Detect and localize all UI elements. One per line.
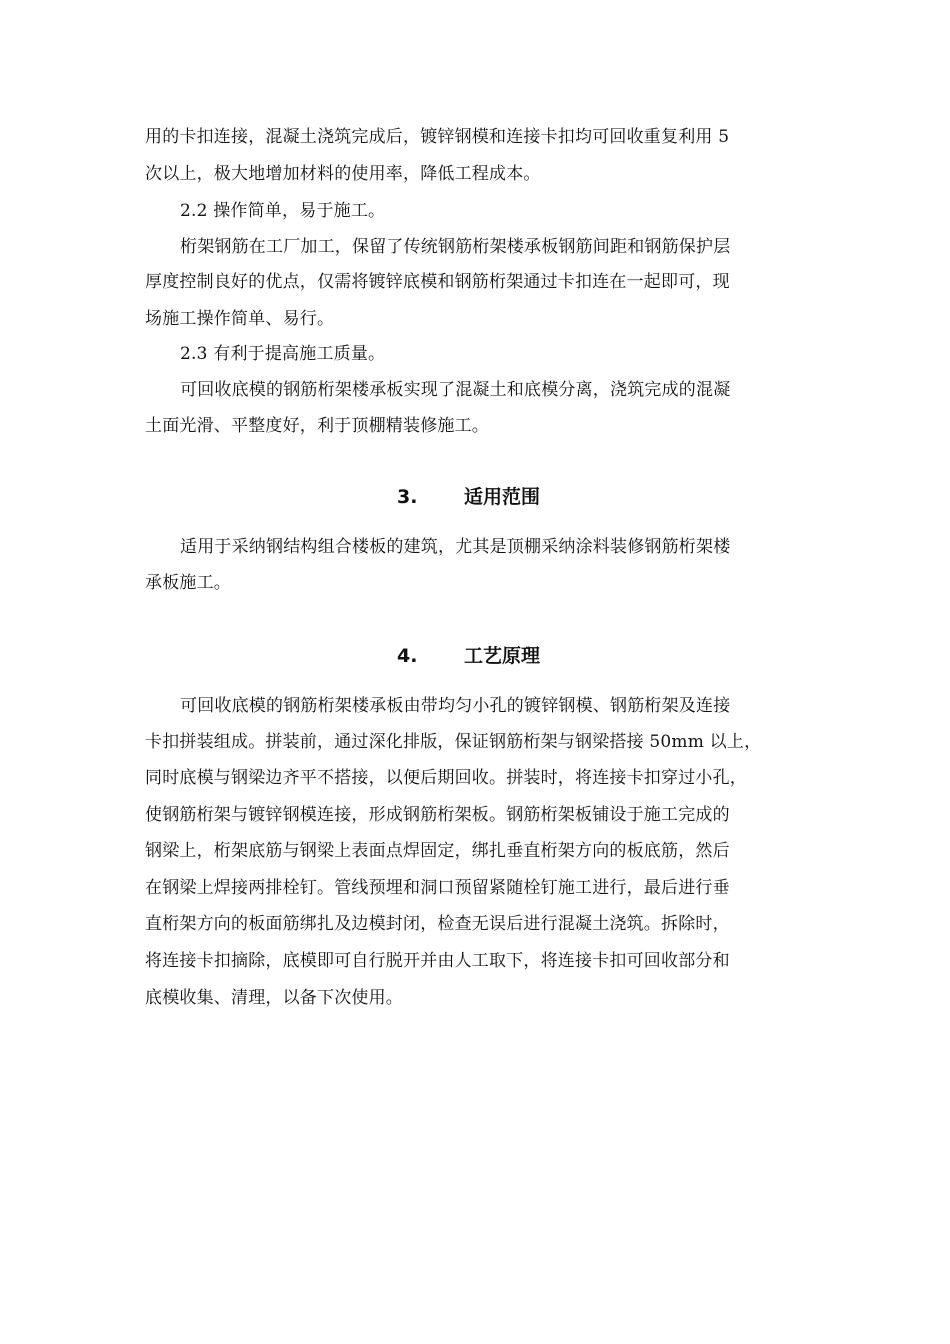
paragraph-line: 场施工操作简单、易行。 (145, 309, 335, 329)
paragraph-line: 同时底模与钢梁边齐平不搭接，以便后期回收。拼装时，将连接卡扣穿过小孔， (145, 768, 747, 788)
paragraph-line: 可回收底模的钢筋桁架楼承板由带均匀小孔的镀锌钢模、钢筋桁架及连接 (180, 696, 731, 716)
paragraph-line: 在钢梁上焊接两排栓钉。管线预埋和洞口预留紧随栓钉施工进行，最后进行垂 (145, 878, 730, 898)
section-title: 工艺原理 (464, 645, 541, 667)
paragraph-line: 可回收底模的钢筋桁架楼承板实现了混凝土和底模分离，浇筑完成的混凝 (180, 380, 731, 400)
paragraph-line: 钢梁上，桁架底筋与钢梁上表面点焊固定，绑扎垂直桁架方向的板底筋，然后 (145, 841, 730, 861)
paragraph-line: 次以上，极大地增加材料的使用率，降低工程成本。 (145, 164, 541, 184)
paragraph-line: 厚度控制良好的优点，仅需将镀锌底模和钢筋桁架通过卡扣连在一起即可，现 (145, 272, 730, 292)
paragraph-line: 桁架钢筋在工厂加工，保留了传统钢筋桁架楼承板钢筋间距和钢筋保护层 (180, 237, 731, 257)
paragraph-line: 使钢筋桁架与镀锌钢模连接，形成钢筋桁架板。钢筋桁架板铺设于施工完成的 (145, 805, 730, 825)
section-number: 4. (397, 645, 418, 667)
paragraph-line: 用的卡扣连接，混凝土浇筑完成后，镀锌钢模和连接卡扣均可回收重复利用 5 (145, 127, 730, 147)
subsection-title-2-3: 2.3 有利于提高施工质量。 (180, 344, 386, 364)
paragraph-line: 适用于采纳钢结构组合楼板的建筑，尤其是顶棚采纳涂料装修钢筋桁架楼 (180, 537, 731, 557)
paragraph-line: 土面光滑、平整度好，利于顶棚精装修施工。 (145, 416, 489, 436)
section-title: 适用范围 (464, 486, 541, 508)
section-number: 3. (397, 486, 418, 508)
paragraph-line: 底模收集、清理，以备下次使用。 (145, 988, 403, 1008)
subsection-title-2-2: 2.2 操作简单，易于施工。 (180, 201, 386, 221)
paragraph-line: 直桁架方向的板面筋绑扎及边模封闭，检查无误后进行混凝土浇筑。拆除时， (145, 914, 730, 934)
paragraph-line: 承板施工。 (145, 573, 231, 593)
paragraph-line: 卡扣拼装组成。拼装前，通过深化排版，保证钢筋桁架与钢梁搭接 50mm 以上， (145, 732, 762, 752)
paragraph-line: 将连接卡扣摘除，底模即可自行脱开并由人工取下，将连接卡扣可回收部分和 (145, 951, 730, 971)
